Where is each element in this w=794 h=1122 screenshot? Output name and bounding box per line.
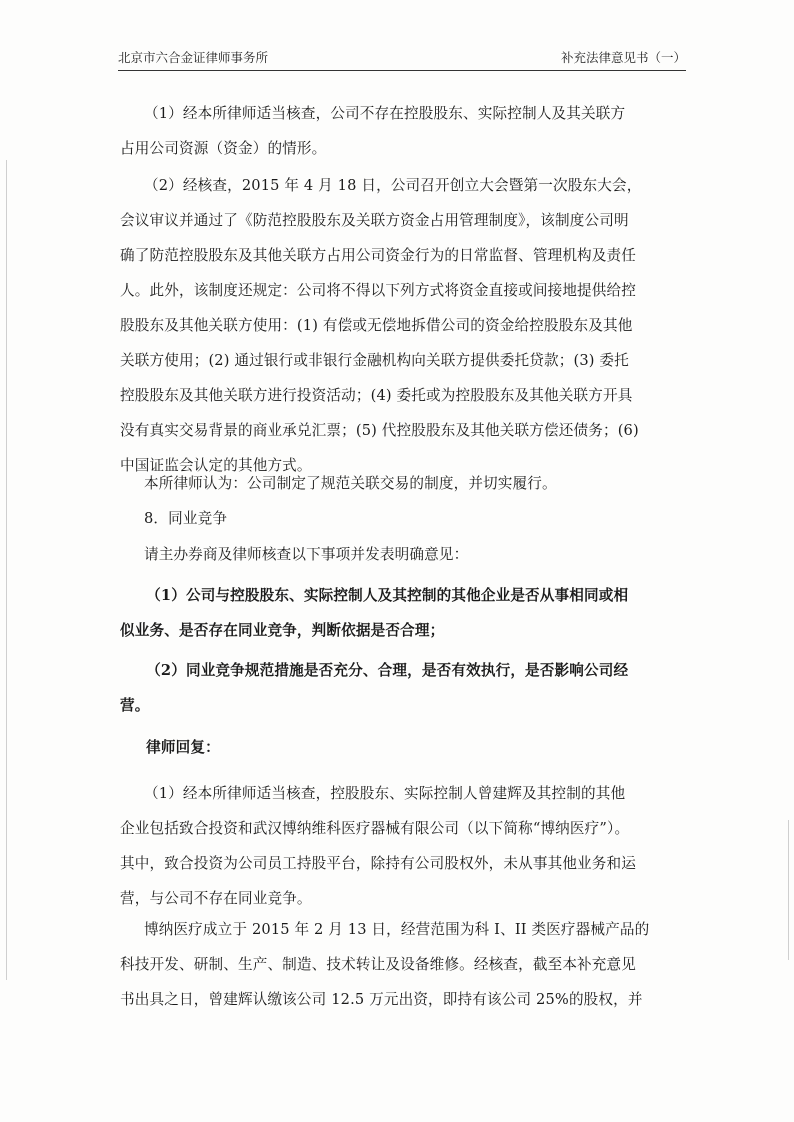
firm-name: 北京市六合金证律师事务所 — [118, 50, 269, 65]
question-2: （2）同业竞争规范措施是否充分、合理，是否有效执行，是否影响公司经 营。 — [120, 662, 629, 714]
question-1: （1）公司与控股股东、实际控制人及其控制的其他企业是否从事相同或相 似业务、是否存在同业竞争，判断依据是否合理； — [120, 587, 629, 639]
document-title: 补充法律意见书（一） — [560, 50, 686, 65]
paragraph-verify-request: 请主办券商及律师核查以下事项并发表明确意见： — [120, 546, 469, 563]
lawyer-reply-heading: 律师回复： — [120, 739, 220, 756]
reply-paragraph-2: 博纳医疗成立于 2015 年 2 月 13 日，经营范围为科 I、II 类医疗器械产品的 科技开发、研制、生产、制造、技术转让及设备维修。经核查，截至本补充意见 书出具之日，曾建辉认缴该公司 12.5 万元出资，即持有该公司 25%的股权，并 — [120, 921, 650, 1008]
scan-edge-left — [6, 160, 7, 980]
paragraph-fund-occupation-rules: （2）经核查，2015 年 4 月 18 日，公司召开创立大会暨第一次股东大会， 会议审议并通过了《防范控股股东及关联方资金占用管理制度》，该制度公司明 确了防范控股股东及其他关联方占用公司资金行为的日常监督、管理机构及责任 人。此外，该制度还规定：公司将不得以下列方式将资金直接或间接地提供给控 股股东及其他关联方使用：(1) 有偿或无偿地拆借公司的资金给控股股东及其他 关联方使用；(2) 通过银行或非银行金融机构向关联方提供委托贷款；(3) 委托 控股股东及其他关联方进行投资活动；(4) 委托或为控股股东及其他关联方开具 没有真实交易背景的商业承兑汇票；(5) 代控股股东及其他关联方偿还债务；(6) 中国证监会认定的其他方式。 — [120, 177, 642, 474]
paragraph-lawyer-opinion: 本所律师认为：公司制定了规范关联交易的制度，并切实履行。 — [120, 475, 557, 492]
paragraph-no-occupation: （1）经本所律师适当核查，公司不存在控股股东、实际控制人及其关联方 占用公司资源（资金）的情形。 — [120, 105, 626, 157]
scan-edge-right — [788, 820, 789, 960]
page-header — [118, 46, 686, 71]
section-heading-competition: 8．同业竞争 — [120, 510, 228, 527]
reply-paragraph-1: （1）经本所律师适当核查，控股股东、实际控制人曾建辉及其控制的其他 企业包括致合投资和武汉博纳维科医疗器械有限公司（以下简称“博纳医疗”）。 其中，致合投资为公司员工持股平台，除持有公司股权外，未从事其他业务和运 营，与公司不存在同业竞争。 — [120, 785, 637, 907]
